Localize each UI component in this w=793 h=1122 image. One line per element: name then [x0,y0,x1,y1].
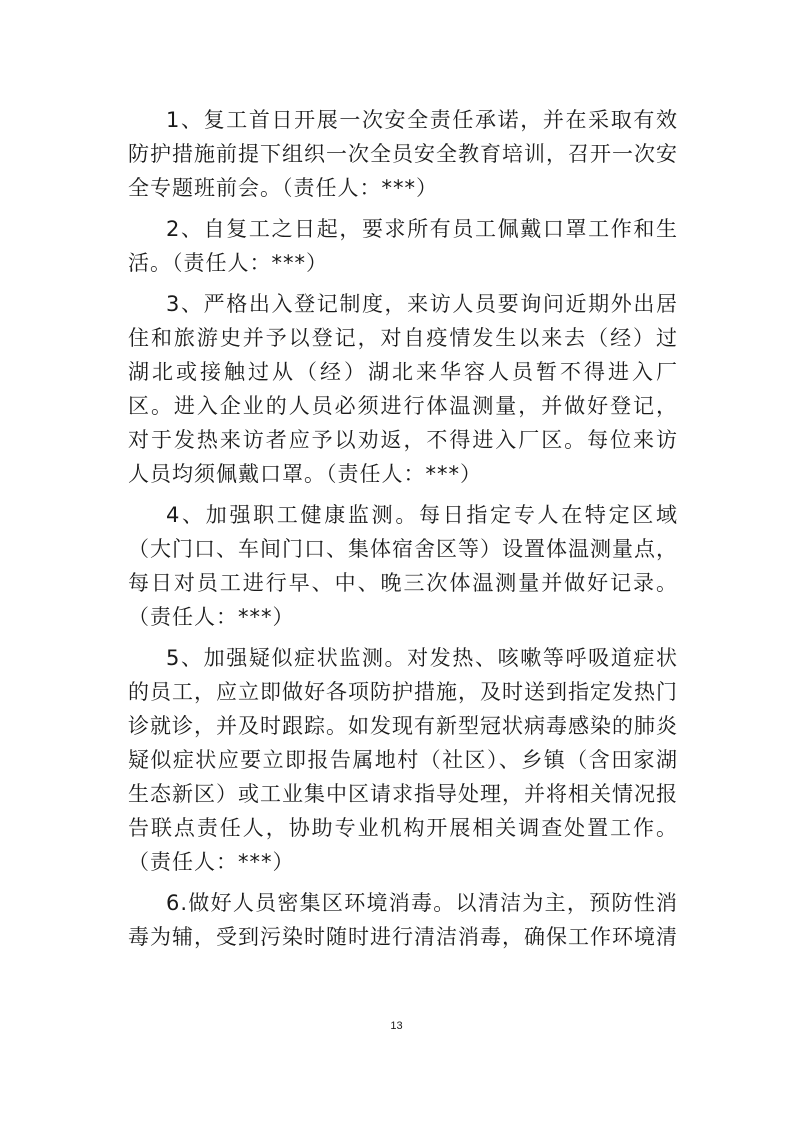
paragraph-5-line-7: （责任人：***） [128,850,295,874]
paragraph-3-line-2: 住和旅游史并予以登记，对自疫情发生以来去（经）过 [128,326,678,350]
paragraph-1-line-3: 全专题班前会。（责任人：***） [128,176,438,200]
paragraph-3-line-3: 湖北或接触过从（经）湖北来华容人员暂不得进入厂 [128,360,678,384]
paragraph-6-line-1: 6.做好人员密集区环境消毒。以清洁为主，预防性消 [166,891,678,915]
paragraph-1-line-2: 防护措施前提下组织一次全员安全教育培训，召开一次安 [128,142,678,166]
paragraph-4-line-1: 4、加强职工健康监测。每日指定专人在特定区域 [166,503,678,527]
paragraph-3-line-4: 区。进入企业的人员必须进行体温测量，并做好登记， [128,394,678,418]
paragraph-6-line-2: 毒为辅，受到污染时随时进行清洁消毒，确保工作环境清 [128,925,678,949]
page-number: 13 [390,1020,403,1032]
paragraph-5-line-2: 的员工，应立即做好各项防护措施，及时送到指定发热门 [128,680,678,704]
paragraph-3-line-5: 对于发热来访者应予以劝返，不得进入厂区。每位来访 [128,428,678,452]
paragraph-4-line-3: 每日对员工进行早、中、晚三次体温测量并做好记录。 [128,571,678,595]
paragraph-5-line-6: 告联点责任人，协助专业机构开展相关调查处置工作。 [128,816,678,840]
paragraph-2-line-2: 活。（责任人：***） [128,251,328,275]
paragraph-5-line-3: 诊就诊，并及时跟踪。如发现有新型冠状病毒感染的肺炎 [128,714,678,738]
paragraph-5-line-1: 5、加强疑似症状监测。对发热、咳嗽等呼吸道症状 [166,646,678,670]
paragraph-1-line-1: 1、复工首日开展一次安全责任承诺，并在采取有效 [166,108,678,132]
paragraph-2-line-1: 2、自复工之日起，要求所有员工佩戴口罩工作和生 [166,217,678,241]
paragraph-3-line-1: 3、严格出入登记制度，来访人员要询问近期外出居 [166,292,678,316]
paragraph-5-line-5: 生态新区）或工业集中区请求指导处理，并将相关情况报 [128,782,678,806]
paragraph-3-line-6: 人员均须佩戴口罩。（责任人：***） [128,462,482,486]
paragraph-4-line-4: （责任人：***） [128,605,295,629]
paragraph-5-line-4: 疑似症状应要立即报告属地村（社区）、乡镇（含田家湖 [128,748,678,772]
paragraph-4-line-2: （大门口、车间门口、集体宿舍区等）设置体温测量点， [128,537,678,561]
